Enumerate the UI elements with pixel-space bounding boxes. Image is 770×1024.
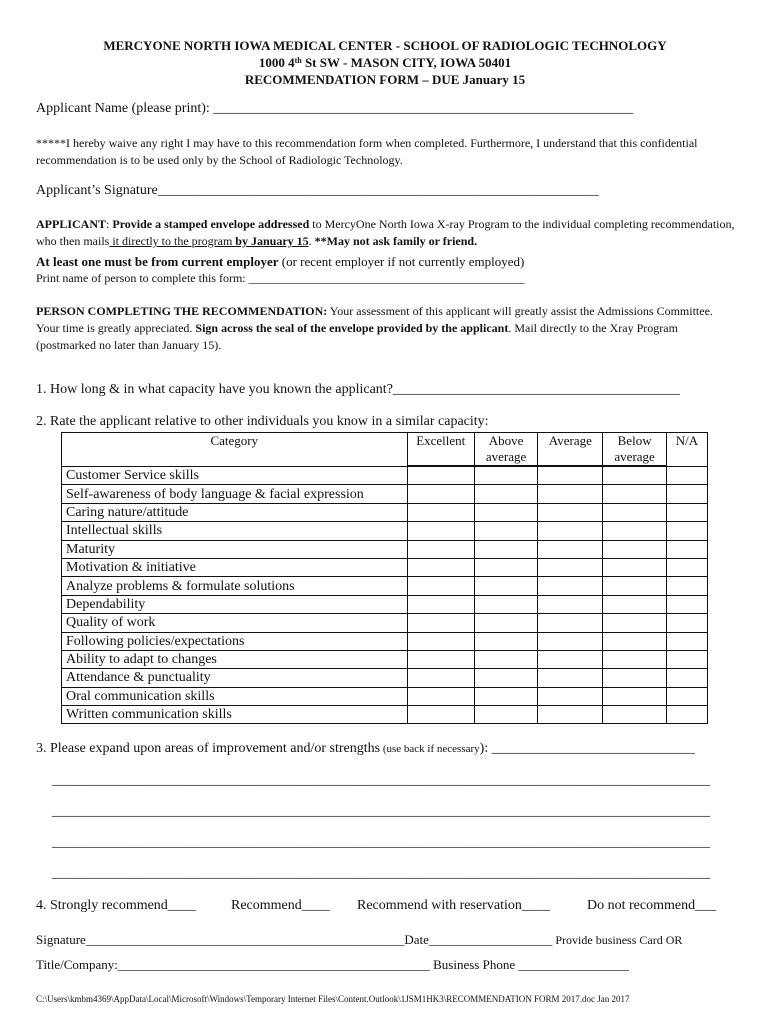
address-number: 1000 4 [258,55,295,70]
rating-cell[interactable] [603,706,666,724]
form-header-subtitle: RECOMMENDATION FORM – DUE January 15 [244,72,526,87]
address-rest: St SW - MASON CITY, IOWA 50401 [301,55,512,70]
rating-cell[interactable] [538,558,603,576]
deadline-text: by January 15 [235,234,309,248]
table-row [62,558,708,576]
rating-cell[interactable] [407,540,474,558]
table-row [62,503,708,521]
table-row [62,522,708,540]
category-label: Self-awareness of body language & facial expression [62,485,408,503]
rating-cell[interactable] [407,558,474,576]
rating-cell[interactable] [407,706,474,724]
recommender-text: Your assessment of this applicant will greatly assist the Admissions Committee. Your time is greatly appreciated. [36,304,713,335]
rating-cell[interactable] [603,485,666,503]
rating-cell[interactable] [603,467,666,485]
directly-text: it directly to the program [109,234,236,248]
rating-cell[interactable] [666,614,707,632]
recommender-instructions [36,303,736,354]
applicant-label: APPLICANT [36,217,107,231]
rating-cell[interactable] [407,650,474,668]
rating-cell[interactable] [474,577,537,595]
header-below-average: Below average [603,433,666,466]
rating-cell[interactable] [666,577,707,595]
mail-text: . Mail directly to the Xray Program (postmarked no later than January 15). [36,321,678,352]
rating-cell[interactable] [666,503,707,521]
rating-cell[interactable] [474,540,537,558]
option-recommend-with-reservation[interactable]: Recommend with reservation____ [357,898,550,913]
question-2-prompt: 2. Rate the applicant relative to other individuals you know in a similar capacity: [36,414,489,429]
business-phone-field[interactable]: Business Phone _________________ [429,957,629,972]
q3-number: 3. [36,741,50,756]
header-category: Category [62,433,408,466]
header-average: Average [538,433,603,466]
category-label: Motivation & initiative [62,558,408,576]
address-superscript: th [294,56,302,65]
period-text: . [308,234,315,248]
rating-cell[interactable] [666,632,707,650]
rating-cell[interactable] [603,650,666,668]
rating-table-body [62,467,708,724]
rating-cell[interactable] [666,650,707,668]
table-row [62,650,708,668]
rating-cell[interactable] [666,669,707,687]
recommender-label: PERSON COMPLETING THE RECOMMENDATION: [36,304,328,318]
rating-cell[interactable] [407,485,474,503]
category-label: Following policies/expectations [62,632,408,650]
applicant-instructions [36,216,736,250]
rating-cell[interactable] [603,669,666,687]
rating-cell[interactable] [407,503,474,521]
rating-cell[interactable] [666,540,707,558]
rating-cell[interactable] [538,503,603,521]
rating-cell[interactable] [603,540,666,558]
table-row [62,632,708,650]
rating-cell[interactable] [474,650,537,668]
rating-cell[interactable] [538,632,603,650]
category-label: Ability to adapt to changes [62,650,408,668]
rating-cell[interactable] [538,669,603,687]
q3-line-3[interactable]: ______________________________________________________________________________________________ [52,835,710,850]
rating-cell[interactable] [474,467,537,485]
question-3-field[interactable] [36,741,695,757]
table-row [62,485,708,503]
rating-cell[interactable] [603,577,666,595]
employer-requirement [36,253,524,271]
rating-cell[interactable] [474,669,537,687]
rating-cell[interactable] [407,577,474,595]
rating-cell[interactable] [603,522,666,540]
rating-table [61,432,708,724]
form-header-address [0,54,770,71]
category-label: Quality of work [62,614,408,632]
q3-text: Please expand upon areas of improvement and/or strengths [50,741,381,756]
rating-cell[interactable] [407,522,474,540]
rating-cell[interactable] [407,467,474,485]
rating-cell[interactable] [407,595,474,613]
category-label: Written communication skills [62,706,408,724]
table-row [62,540,708,558]
rating-table-header [62,433,708,466]
table-row [62,669,708,687]
rating-cell[interactable] [474,485,537,503]
option-recommend[interactable]: Recommend____ [231,898,330,913]
mercyone-text: to MercyOne North Iowa X-ray Program to the individual completing recommendation, who then mails [36,217,735,248]
sign-seal-text: Sign across the seal of the envelope provided by the applicant [195,321,509,335]
rating-cell[interactable] [666,522,707,540]
waiver-statement: *****I hereby waive any right I may have to this recommendation form when completed. Furthermore, I understand that this confidential recommendation is to be used only by the School of Radiologic Technology. [36,136,698,167]
rating-cell[interactable] [474,595,537,613]
signature-field[interactable]: Signature_________________________________________________Date___________________ [36,932,553,947]
rating-cell[interactable] [666,558,707,576]
title-phone-line [36,956,629,974]
current-employer-text: At least one must be from current employer [36,254,279,269]
rating-cell[interactable] [407,614,474,632]
file-path-footer: C:\Users\kmbm4369\AppData\Local\Microsoft\Windows\Temporary Internet Files\Content.Outlook\1JSM1HK3\RECOMMENDATION FORM 2017.doc Jan 2017 [36,994,630,1004]
rating-cell[interactable] [474,614,537,632]
category-label: Caring nature/attitude [62,503,408,521]
rating-cell[interactable] [538,522,603,540]
table-row [62,706,708,724]
rating-cell[interactable] [538,540,603,558]
rating-cell[interactable] [603,558,666,576]
rating-cell[interactable] [538,706,603,724]
stamped-envelope-text: Provide a stamped envelope addressed [112,217,310,231]
business-card-note: Provide business Card OR [552,933,683,947]
rating-cell[interactable] [474,522,537,540]
rating-cell[interactable] [538,467,603,485]
rating-cell[interactable] [603,614,666,632]
category-label: Customer Service skills [62,467,408,485]
rating-cell[interactable] [474,687,537,705]
rating-cell[interactable] [603,503,666,521]
table-row [62,614,708,632]
rating-cell[interactable] [666,595,707,613]
signature-date-line [36,931,682,949]
table-row [62,577,708,595]
rating-cell[interactable] [538,485,603,503]
rating-cell[interactable] [474,503,537,521]
applicant-name-field[interactable]: Applicant Name (please print): ____________________________________________________________ [36,101,634,116]
rating-cell[interactable] [666,706,707,724]
family-warning: **May not ask family or friend. [314,234,478,248]
category-label: Dependability [62,595,408,613]
q3-small-note: (use back if necessary [380,743,480,755]
print-name-field[interactable]: Print name of person to complete this form: ______________________________________________ [36,271,525,285]
applicant-signature-field[interactable]: Applicant’s Signature_______________________________________________________________ [36,183,599,198]
q3-line-4[interactable]: ______________________________________________________________________________________________ [52,866,710,881]
category-label: Attendance & punctuality [62,669,408,687]
recent-employer-text: (or recent employer if not currently employed) [278,254,525,269]
form-header-title: MERCYONE NORTH IOWA MEDICAL CENTER - SCHOOL OF RADIOLOGIC TECHNOLOGY [103,38,667,53]
q3-line-1[interactable]: ______________________________________________________________________________________________ [52,773,710,788]
rating-cell[interactable] [538,577,603,595]
rating-cell[interactable] [666,485,707,503]
title-company-field[interactable]: Title/Company:________________________________________________ [36,957,430,972]
rating-cell[interactable] [603,687,666,705]
rating-cell[interactable] [407,632,474,650]
rating-cell[interactable] [538,687,603,705]
rating-cell[interactable] [474,558,537,576]
rating-cell[interactable] [474,706,537,724]
category-label: Oral communication skills [62,687,408,705]
header-na: N/A [666,433,707,466]
option-strongly-recommend[interactable]: 4. Strongly recommend____ [36,898,196,913]
rating-cell[interactable] [666,687,707,705]
table-row [62,595,708,613]
rating-cell[interactable] [603,595,666,613]
rating-cell[interactable] [603,632,666,650]
category-label: Intellectual skills [62,522,408,540]
header-above-average: Above average [474,433,537,466]
rating-cell[interactable] [538,595,603,613]
rating-cell[interactable] [538,614,603,632]
rating-cell[interactable] [538,650,603,668]
q3-line-2[interactable]: ______________________________________________________________________________________________ [52,804,710,819]
table-row [62,467,708,485]
q3-end: ): _____________________________ [479,741,695,756]
question-1-field[interactable]: 1. How long & in what capacity have you known the applicant?_________________________________________ [36,382,680,397]
rating-cell[interactable] [407,669,474,687]
table-row [62,687,708,705]
option-do-not-recommend[interactable]: Do not recommend___ [587,898,717,913]
rating-cell[interactable] [474,632,537,650]
category-label: Analyze problems & formulate solutions [62,577,408,595]
rating-cell[interactable] [666,467,707,485]
colon-text: : [106,217,113,231]
header-excellent: Excellent [407,433,474,466]
rating-cell[interactable] [407,687,474,705]
category-label: Maturity [62,540,408,558]
